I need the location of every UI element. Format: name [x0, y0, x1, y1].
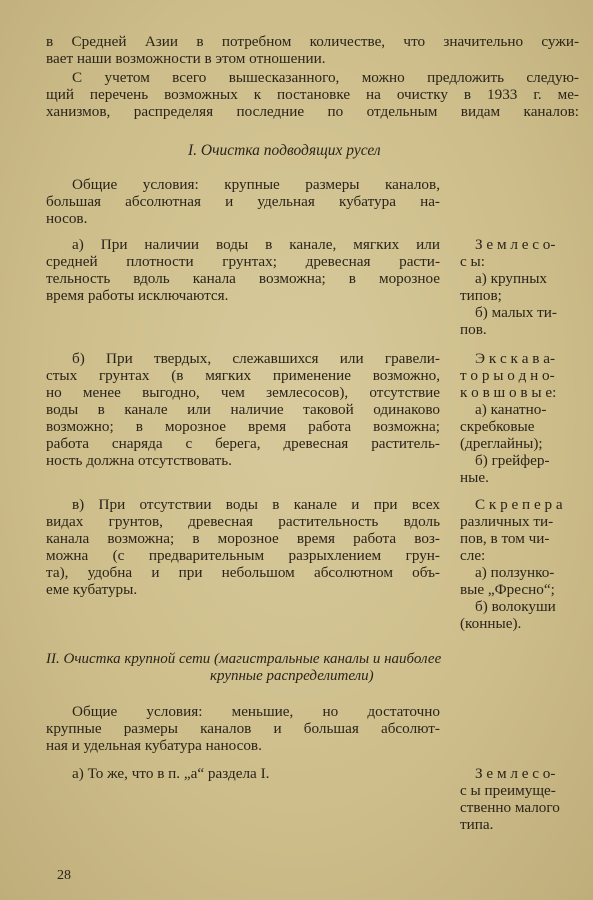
side-note: пов, в том чи- — [460, 530, 550, 547]
side-note: Э к с к а в а- — [475, 350, 556, 367]
general-conditions-line: крупные размеры каналов и большая абсолют- — [46, 720, 440, 737]
side-note: скребковые — [460, 418, 535, 435]
intro-line: ханизмов, распределяя последние по отдельным видам каналов: — [46, 103, 579, 120]
side-note: б) малых ти- — [475, 304, 557, 321]
side-note: С к р е п е р а — [475, 496, 563, 513]
general-conditions-line: Общие условия: меньшие, но достаточно — [72, 703, 440, 720]
item-line: видах грунтов, древесная растительность вдоль — [46, 513, 440, 530]
side-note: б) волокуши — [475, 598, 556, 615]
side-note: различных ти- — [460, 513, 554, 530]
side-note: ственно малого — [460, 799, 560, 816]
side-note: пов. — [460, 321, 487, 338]
item-line: возможно; в морозное время работа возможна; — [46, 418, 440, 435]
side-note: с ы преимуще- — [460, 782, 556, 799]
intro-line: щий перечень возможных к постановке на очистку в 1933 г. ме- — [46, 86, 579, 103]
item-line: но менее выгодно, чем землесосов), отсутствие — [46, 384, 440, 401]
item-line: б) При твердых, слежавшихся или гравели- — [72, 350, 440, 367]
item-line: канала возможна; в морозное время работа воз- — [46, 530, 440, 547]
side-note: (конные). — [460, 615, 522, 632]
side-note: а) крупных — [475, 270, 548, 287]
item-line: средней плотности грунтах; древесная расти- — [46, 253, 440, 270]
item-line: а) То же, что в п. „а“ раздела I. — [72, 765, 270, 782]
side-note: с ы: — [460, 253, 485, 270]
intro-line: С учетом всего вышесказанного, можно предложить следую- — [72, 69, 579, 86]
side-note: З е м л е с о- — [475, 236, 556, 253]
side-note: типов; — [460, 287, 502, 304]
side-note: типа. — [460, 816, 494, 833]
side-note: б) грейфер- — [475, 452, 550, 469]
general-conditions-line: большая абсолютная и удельная кубатура на- — [46, 193, 440, 210]
section-heading: I. Очистка подводящих русел — [188, 142, 381, 159]
item-line: еме кубатуры. — [46, 581, 138, 598]
page-number: 28 — [57, 868, 71, 883]
side-note: а) ползунко- — [475, 564, 555, 581]
intro-line: в Средней Азии в потребном количестве, что значительно сужи- — [46, 33, 579, 50]
side-note: сле: — [460, 547, 486, 564]
item-line: стых грунтах (в мягких применение возможно, — [46, 367, 440, 384]
side-note: а) канатно- — [475, 401, 547, 418]
item-line: можна (с предварительным разрыхлением грун- — [46, 547, 440, 564]
item-line: тельность вдоль канала возможна; в морозное — [46, 270, 440, 287]
side-note: ные. — [460, 469, 489, 486]
item-line: а) При наличии воды в канале, мягких или — [72, 236, 440, 253]
item-line: воды в канале или наличие таковой одинаково — [46, 401, 440, 418]
item-line: ность должна отсутствовать. — [46, 452, 232, 469]
item-line: работа снаряда с берега, древесная раститель- — [46, 435, 440, 452]
section-heading: крупные распределители) — [210, 668, 374, 684]
side-note: к о в ш о в ы е: — [460, 384, 557, 401]
item-line: та), удобна и при небольшом абсолютном объ- — [46, 564, 440, 581]
item-line: в) При отсутствии воды в канале и при всех — [72, 496, 440, 513]
side-note: вые „Фресно“; — [460, 581, 555, 598]
general-conditions-line: носов. — [46, 210, 88, 227]
side-note: т о р ы о д н о- — [460, 367, 555, 384]
item-line: время работы исключаются. — [46, 287, 229, 304]
side-note: (дреглайны); — [460, 435, 543, 452]
general-conditions-line: Общие условия: крупные размеры каналов, — [72, 176, 440, 193]
intro-line: вает наши возможности в этом отношении. — [46, 50, 326, 67]
side-note: З е м л е с о- — [475, 765, 556, 782]
general-conditions-line: ная и удельная кубатура наносов. — [46, 737, 262, 754]
section-heading: II. Очистка крупной сети (магистральные каналы и наиболее — [46, 651, 442, 667]
